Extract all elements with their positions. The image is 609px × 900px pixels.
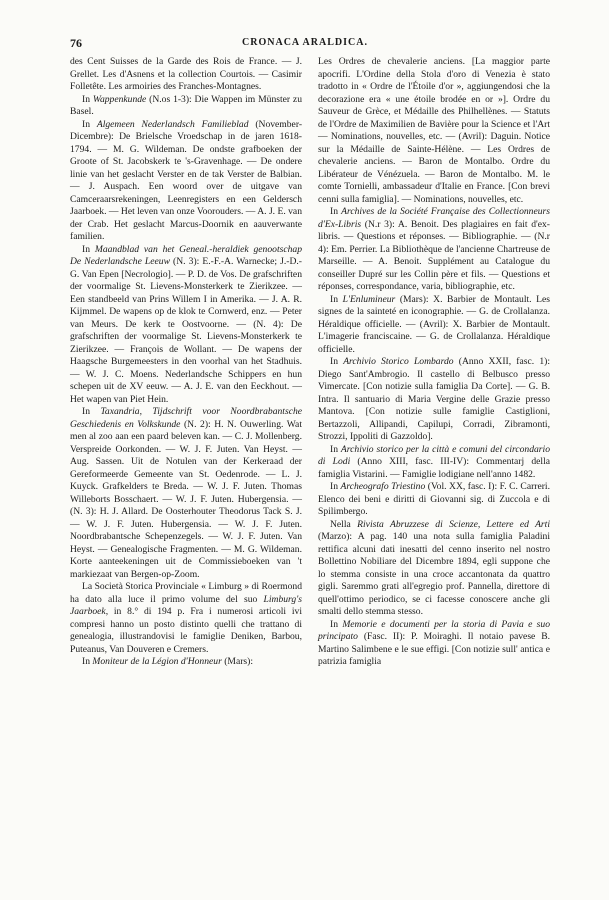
periodical-title: Memorie e documenti per la storia di Pavia e suo principato xyxy=(318,618,551,642)
paragraph: In Memorie e documenti per la storia di Pavia e suo principato (Fasc. II): P. Moiraghi. Il notaio pavese B. Martino Salimbene e le sue effigi. [Con notizie sull' antica e patrizia famiglia xyxy=(318,618,551,667)
paragraph: In L'Enlumineur (Mars): X. Barbier de Montault. Les signes de la sainteté en iconographie. — G. de Crollalanza. Héraldique officielle. — (Avril): X. Barbier de Montault. L'imagerie franciscaine. — G. de Crollalanza. Héraldique officielle. xyxy=(318,293,550,355)
paragraph: In Archivio storico per la città e comuni del circondario di Lodi (Anno XIII, fasc. III-IV): Commentarj della famiglia Vistarini. — Famiglie lodigiane nell'anno 1482. xyxy=(318,443,550,480)
paragraph: In Wappenkunde (N.os 1-3): Die Wappen im Münster zu Basel. xyxy=(70,93,302,117)
page-header xyxy=(70,36,540,52)
right-column xyxy=(318,56,550,669)
periodical-title: Archivio Storico Lombardo xyxy=(343,356,454,367)
periodical-title: Moniteur de la Légion d'Honneur xyxy=(92,656,222,667)
periodical-title: L'Enlumineur xyxy=(342,293,396,305)
periodical-title: Archivio storico per la città e comuni del circondario di Lodi xyxy=(318,443,550,467)
paragraph: In Archivio Storico Lombardo (Anno XXII, fasc. 1): Diego Sant'Ambrogio. Il castello di Belbusco presso Vimercate. [Con notizie sulla famiglia Da Corte]. — G. B. Intra. Il santuario di Maria Vergine delle Grazie presso Mantova. [Con notizie sulle famiglie Castiglioni, Bertazzoli, Allipandi, Capilupi, Corradi, Zibramonti, Strozzi, Ippoliti di Gazzoldo]. xyxy=(318,356,550,442)
running-head: CRONACA ARALDICA. xyxy=(242,37,368,48)
periodical-title: Archives de la Société Française des Collectionneurs d'Ex-Libris xyxy=(318,206,550,230)
paragraph: In Taxandria, Tijdschrift voor Noordbrabantsche Geschiedenis en Volkskunde (N. 2): H. N. Ouwerling. Wat men al zoo aan een paard beleven kan. — C. J. Mollenberg. Verspreide Oorkonden. — W. J. F. Juten. Van Heyst. — Aug. Sassen. Uit de Notulen van der Kerkeraad der Gereformeerde Gemeente van St. Oedenrode. — L. J. Kuyck. Grafkelders te Breda. — W. J. F. Juten. Thomas Willeborts Bosschaert. — W. J. F. Juten. Hubergensia. — (N. 3): H. J. Allard. De Oosterhouter Theodorus Tack S. J. — W. J. F. Juten. Hubergensia. — W. J. F. Juten. Noordbrabantsche Schepenzegels. — W. J. F. Juten. Van Heyst. — Genealogische Fragmenten. — M. G. Wildeman. Korte aanteekeningen uit de Commissieboeken van 't markiezaat van Bergen-op-Zoom. xyxy=(70,406,303,580)
periodical-title: Taxandria, Tijdschrift voor Noordbrabantsche Geschiedenis en Volkskunde xyxy=(70,406,303,430)
periodical-title: Wappenkunde xyxy=(92,93,147,105)
paragraph: In Archives de la Société Française des Collectionneurs d'Ex-Libris (N.r 3): A. Benoit. Des plagiaires en fait d'ex-libris. — Questions et réponses. — Bibliographie. — (N.r 4): Em. Perrier. La Bibliothèque de l'ancienne Chartreuse de Marseille. — A. Benoit. Supplément au Catalogue du conseiller Dupré sur les Collin père et fils. — Questions et réponses, correspondance, varia, bibliographie, etc. xyxy=(318,206,550,292)
periodical-title: Maandblad van het Geneal.-heraldiek genootschap De Nederlandsche Leeuw xyxy=(70,243,302,267)
periodical-title: Algemeen Nederlandsch Familieblad xyxy=(96,118,249,130)
paragraph: des Cent Suisses de la Garde des Rois de France. — J. Grellet. Les d'Asnens et la collection Courtois. — Casimir Folletête. Les armoiries des Franches-Montagnes. xyxy=(70,56,302,92)
paragraph: Les Ordres de chevalerie anciens. [La maggior parte apocrifi. L'Ordine della Stola d'oro di Venezia è stato tradotto in « Ordre de l'Étoile d'or », aggiungendosi che la decorazione era « une étoile brodée en or »]. Ordre du Sauveur de Grèce, et Médaille des Philhellènes. — Statuts de l'Ordre de Maximilien de Bavière pour la Science et l'Art — Nominations, nouvelles, etc. — (Avril): Daguin. Notice sur la Médaille de Sainte-Hélène. — Les Ordres de chevalerie anciens. — Baron de Montalbo. Ordre du Libérateur de Vénézuela. — Baron de Montalbo. M. le comte Tornielli, ambassadeur d'Italie en France. [Con brevi cenni sulla famiglia]. — Nominations, nouvelles, etc. xyxy=(318,56,550,205)
periodical-title: Archeografo Triestino xyxy=(340,481,426,492)
page-number: 76 xyxy=(70,36,82,50)
left-column xyxy=(70,56,302,669)
paragraph: In Archeografo Triestino (Vol. XX, fasc. I): F. C. Carreri. Elenco dei beni e diritti di Giovanni sig. di Zuccola e di Spilimbergo. xyxy=(318,481,550,517)
paragraph: In Algemeen Nederlandsch Familieblad (November-Dicembre): De Brielsche Vroedschap in de jaren 1618-1794. — M. G. Wildeman. De ondste grafboeken der Groote of St. Jacobskerk te 's-Gravenhage. — De ondere linie van het geslacht Verster en de tak Verster de Balbian. — J. Auspach. Een woord over de uitgave van Camceraarsrekeningen, Leenregisters en een Geldersch Jaarboek. — Het leven van onze Voorouders. — A. J. E. van der Crab. Het geslacht Marcus-Doornik en aauverwante familien. xyxy=(70,118,303,242)
paragraph: La Società Storica Provinciale « Limburg » di Roermond ha dato alla luce il primo volume del suo Limburg's Jaarboek, in 8.° di 194 p. Fra i numerosi articoli ivi compresi hanno un posto distinto quelli che trattano di genealogia, illustrandovisi le famiglie Deniken, Barbou, Puteanus, Van Douveren e Cremers. xyxy=(70,581,302,655)
paragraph: In Maandblad van het Geneal.-heraldiek genootschap De Nederlandsche Leeuw (N. 3): E.-F.-A. Warnecke; J.-D.-G. Van Epen [Necrologio]. — P. D. de Vos. De grafschriften der voormalige St. Lievens-Monsterkerk te Zierikzee. — Een standbeeld van Prins Willem I in Amerika. — J. A. R. Kijmmel. De wapens op de klok te Cornwerd, enz. — Peter van Meurs. De kerk te Oostvoorne. — (N. 4): De grafschriften der voormalige St. Lievens-Monsterkerk te Zierikzee. — François de Wollant. — De wapens der Haagsche Burgemeesters in den voorhal van het Stadhuis. — W. J. C. Moens. Nederlandsche Schippers en hun schepen uit de XV eeuw. — A. J. E. van den Eeckhout. — Het wapen van Piet Hein. xyxy=(70,243,302,405)
paragraph: In Moniteur de la Légion d'Honneur (Mars): xyxy=(82,656,253,667)
periodical-title: Rivista Abruzzese di Scienze, Lettere ed Arti xyxy=(357,518,550,530)
periodical-title: Limburg's Jaarboek xyxy=(70,593,302,617)
paragraph: Nella Rivista Abruzzese di Scienze, Lettere ed Arti (Marzo): A pag. 140 una nota sulla famiglia Paladini rettifica alcuni dati inesatti del cenno inserito nel nostro Bollettino Nobiliare del Dicembre 1894, egli suppone che lo stemma consiste in una croce accantonata da quattro gigli. Saremmo grati all'egregio prof. Pannella, direttore di quell'ottimo periodico, se ci facesse conoscere anche gli smalti dello stemma stesso. xyxy=(318,518,550,617)
